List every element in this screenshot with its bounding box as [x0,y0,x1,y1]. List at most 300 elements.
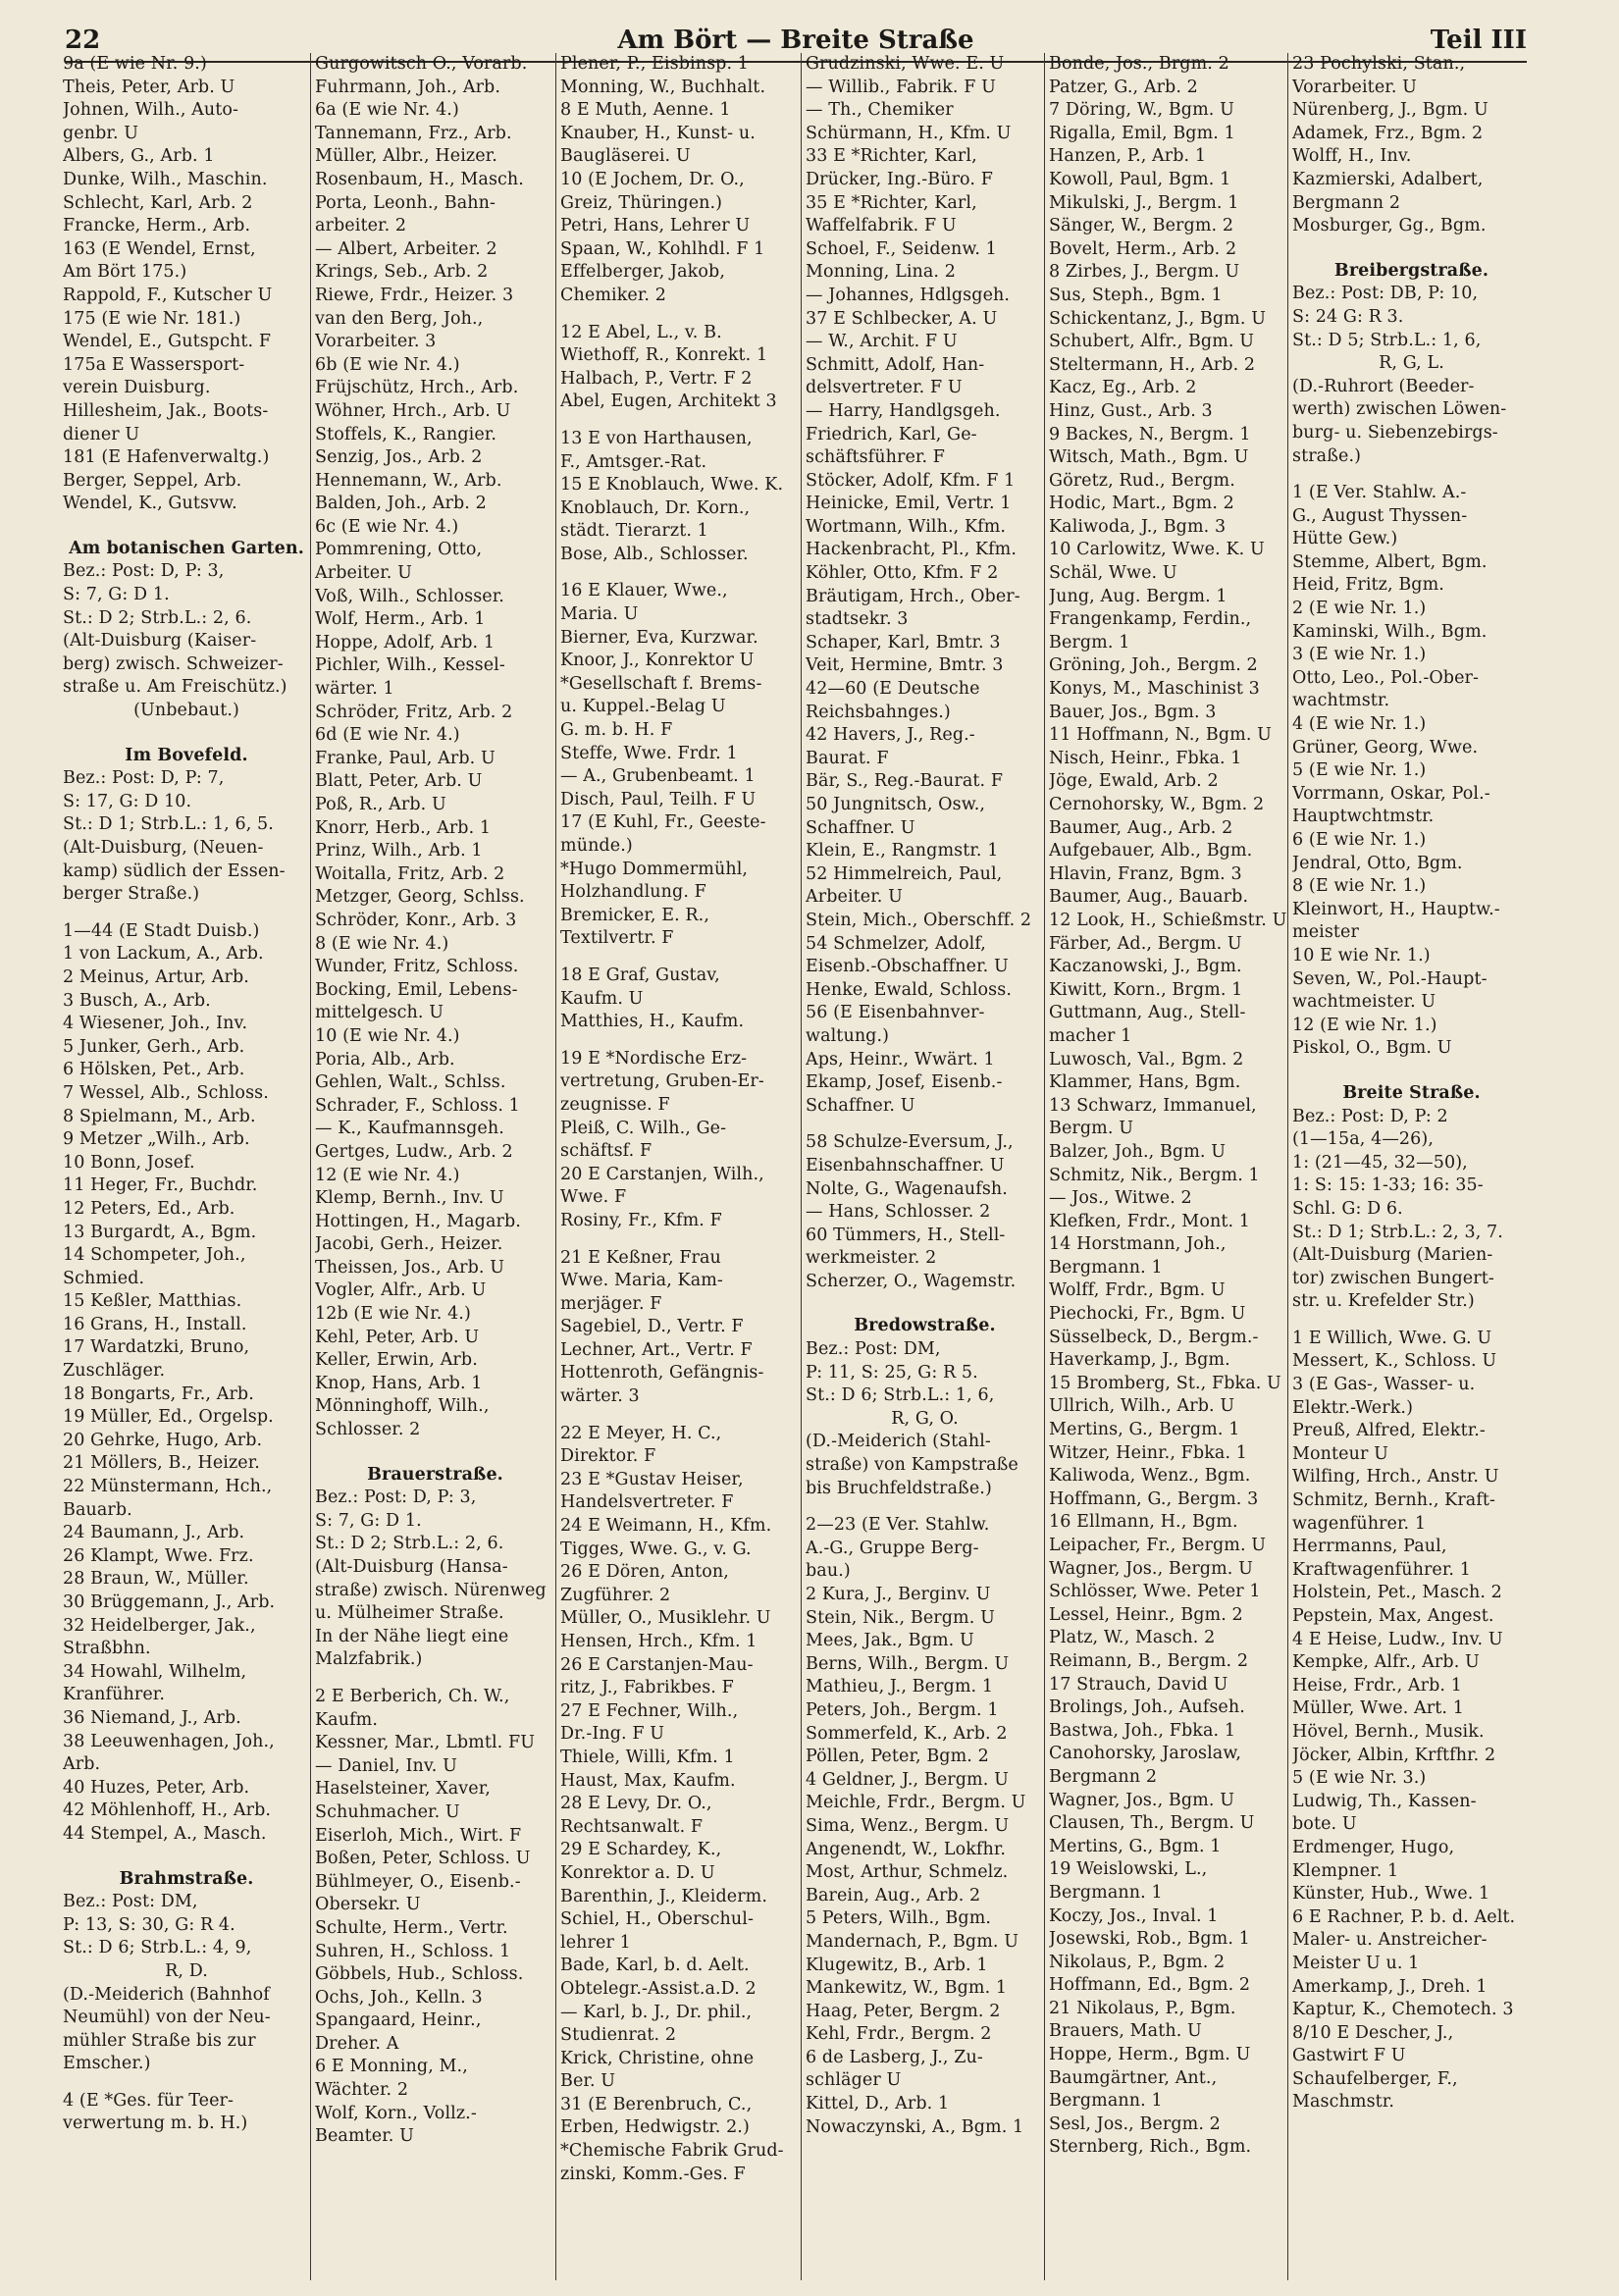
entry-line: Malzfabrik.) [315,1649,423,1670]
entry-line: städt. Tierarzt. 1 [560,521,708,542]
entry-line: Schmied. [63,1268,145,1288]
entry-line: 5 Peters, Wilh., Bgm. [806,1908,992,1929]
entry-line: 54 Schmelzer, Adolf, [806,933,986,954]
spacer [560,566,801,580]
entry-line: 12 Look, H., Schießmstr. U [1049,910,1287,930]
street-heading: Bredowstraße. [854,1316,996,1336]
entry-line: Frangenkamp, Ferdin., [1049,609,1252,630]
entry-line: Bastwa, Joh., Fbka. 1 [1049,1720,1236,1741]
entry-line: 30 Brüggemann, J., Arb. [63,1592,276,1612]
spacer [1292,1314,1531,1328]
entry-line: Reimann, B., Bergm. 2 [1049,1650,1249,1671]
entry-line: mühler Straße bis zur [63,2030,256,2051]
entry-line: 1: S: 15: 1-33; 16: 35- [1292,1175,1484,1196]
entry-line: bis Bruchfeldstraße.) [806,1478,992,1498]
running-title: Am Bört — Breite Straße [617,26,974,55]
entry-line: Neumühl) von der Neu- [63,2008,271,2028]
entry-line: werkmeister. 2 [806,1248,937,1269]
entry-line: Kleinwort, H., Hauptw.- [1292,899,1500,919]
entry-line: Wagner, Jos., Bergm. U [1049,1558,1253,1579]
entry-line: Eiserloh, Mich., Wirt. F [315,1825,522,1846]
entry-line: Messert, K., Schloss. U [1292,1351,1497,1372]
entry-line: Erben, Hedwigstr. 2.) [560,2117,750,2138]
entry-line: Mönninghoff, Wilh., [315,1396,490,1417]
entry-line: Rappold, F., Kutscher U [63,285,273,305]
entry-line: merjäger. F [560,1293,662,1314]
entry-line: Sima, Wenz., Bergm. U [806,1815,1010,1836]
entry-line: Schubert, Alfr., Bgm. U [1049,332,1255,352]
entry-line: Bez.: Post: DB, P: 10, [1292,284,1479,304]
entry-line: (Alt-Duisburg (Kaiser- [63,631,257,652]
spacer [63,723,310,737]
entry-line: Rigalla, Emil, Bgm. 1 [1049,123,1235,143]
entry-line: Schlecht, Karl, Arb. 2 [63,192,253,213]
entry-line: Hottingen, H., Magarb. [315,1211,521,1231]
entry-line: 16 E Klauer, Wwe., [560,581,728,601]
entry-line: Senzig, Jos., Arb. 2 [315,447,483,468]
entry-line: Halbach, P., Vertr. F 2 [560,368,753,389]
entry-line: 7 Döring, W., Bgm. U [1049,100,1234,121]
entry-line: bote. U [1292,1814,1357,1835]
entry-line: (Alt-Duisburg (Marien- [1292,1245,1493,1266]
entry-line: Mandernach, P., Bgm. U [806,1931,1019,1952]
entry-line: Göretz, Rud., Bergm. [1049,470,1235,491]
entry-line: Handelsvertreter. F [560,1492,734,1513]
entry-line: 6b (E wie Nr. 4.) [315,354,460,375]
entry-line: 1 von Lackum, A., Arb. [63,944,264,965]
entry-line: Kehl, Peter, Arb. U [315,1327,480,1347]
entry-line: Stemme, Albert, Bgm. [1292,551,1488,572]
entry-line: 58 Schulze-Eversum, J., [806,1132,1014,1153]
entry-line: Klefken, Frdr., Mont. 1 [1049,1211,1251,1231]
entry-line: Adamek, Frz., Bgm. 2 [1292,123,1484,143]
entry-line: 37 E Schlbecker, A. U [806,308,998,329]
entry-line: Direktor. F [560,1446,656,1467]
entry-line: 60 Tümmers, H., Stell- [806,1225,1006,1245]
entry-line: verein Duisburg. [63,378,211,398]
entry-line: straße.) [1292,445,1362,466]
entry-line: wagenführer. 1 [1292,1513,1427,1534]
entry-line: Jacobi, Gerh., Heizer. [315,1234,503,1255]
entry-line: 9 Metzer „Wilh., Arb. [63,1129,250,1150]
entry-line: Hensen, Hrch., Kfm. 1 [560,1632,757,1651]
entry-line: Schmitz, Bernh., Kraft- [1292,1490,1496,1511]
entry-line: 17 Strauch, David U [1049,1674,1228,1695]
entry-line: — A., Grubenbeamt. 1 [560,766,756,787]
entry-line: verwertung m. b. H.) [63,2113,248,2134]
entry-line: straße u. Am Freischütz.) [63,677,287,698]
entry-line: 6a (E wie Nr. 4.) [315,100,459,121]
entry-line: Köhler, Otto, Kfm. F 2 [806,563,999,584]
entry-line: Obtelegr.-Assist.a.D. 2 [560,1978,757,1999]
entry-line: Dreher. A [315,2033,399,2054]
entry-line: 19 Weislowski, L., [1049,1859,1208,1880]
entry-line: 4 (E wie Nr. 1.) [1292,714,1427,735]
entry-line: Hoffmann, Ed., Bgm. 2 [1049,1975,1251,1996]
entry-line: Kacz, Eg., Arb. 2 [1049,378,1197,398]
entry-line: P: 11, S: 25, G: R 5. [806,1362,978,1383]
entry-line: Heise, Frdr., Arb. 1 [1292,1675,1462,1696]
entry-line: straße) von Kampstraße [806,1455,1018,1476]
entry-line: 1 (E Ver. Stahlw. A.- [1292,483,1467,503]
entry-line: Sagebiel, D., Vertr. F [560,1317,744,1337]
entry-line: Wöhner, Hrch., Arb. U [315,400,511,421]
entry-line: 6d (E wie Nr. 4.) [315,725,460,746]
entry-line: Rosiny, Fr., Kfm. F [560,1210,722,1230]
entry-line: A.-G., Gruppe Berg- [806,1538,979,1558]
entry-line: münde.) [560,836,633,856]
entry-line: 2 Kura, J., Berginv. U [806,1585,991,1604]
entry-line: 14 Horstmann, Joh., [1049,1234,1227,1255]
entry-line: Balden, Joh., Arb. 2 [315,494,487,514]
entry-line: Konys, M., Maschinist 3 [1049,679,1260,700]
page-number: 22 [65,26,101,55]
entry-line: 36 Niemand, J., Arb. [63,1707,241,1728]
entry-line: Sus, Steph., Bgm. 1 [1049,285,1223,305]
entry-line: straße) zwisch. Nürenweg [315,1580,547,1600]
entry-line: S: 24 G: R 3. [1292,306,1404,327]
entry-line: Maler- u. Anstreicher- [1292,1930,1488,1951]
entry-line: Schäl, Wwe. U [1049,563,1177,584]
entry-line: Pepstein, Max, Angest. [1292,1606,1494,1626]
entry-line: St.: D 1; Strb.L.: 2, 3, 7. [1292,1222,1503,1242]
entry-line: Abel, Eugen, Architekt 3 [560,391,777,412]
entry-line: Albers, G., Arb. 1 [63,146,215,167]
entry-line: Haag, Peter, Bergm. 2 [806,2001,1001,2021]
entry-line: Nürenberg, J., Bgm. U [1292,100,1488,121]
entry-line: Obersekr. U [315,1895,421,1915]
entry-line: Kittel, D., Arb. 1 [806,2094,950,2114]
entry-line: Knorr, Herb., Arb. 1 [315,817,492,838]
entry-line: Seven, W., Pol.-Haupt- [1292,968,1488,989]
entry-line: Chemiker. 2 [560,285,666,305]
entry-line: 31 (E Berenbruch, C., [560,2094,753,2114]
entry-line: Mees, Jak., Bgm. U [806,1631,974,1651]
entry-line: 8 Zirbes, J., Bergm. U [1049,262,1240,283]
entry-line: Bocking, Emil, Lebens- [315,979,518,1000]
entry-line: Studienrat. 2 [560,2025,677,2046]
entry-line: Kaczanowski, J., Bgm. [1049,957,1242,977]
entry-line: 4 (E *Ges. für Teer- [63,2090,235,2111]
entry-line: 26 Klampt, Wwe. Frz. [63,1545,254,1566]
entry-line: Luwosch, Val., Bgm. 2 [1049,1049,1244,1070]
entry-line: Jöge, Ewald, Arb. 2 [1049,771,1219,792]
entry-line: Sommerfeld, K., Arb. 2 [806,1723,1008,1744]
entry-line: Straßbhn. [63,1639,151,1659]
entry-line: Baumer, Aug., Arb. 2 [1049,817,1233,838]
entry-line: Kehl, Frdr., Bergm. 2 [806,2024,992,2045]
entry-line: Eisenbahnschaffner. U [806,1155,1005,1175]
spacer [1292,468,1531,482]
entry-line: Stöcker, Adolf, Kfm. F 1 [806,470,1016,491]
entry-line: Poß, R., Arb. U [315,795,446,814]
entry-line: Heid, Fritz, Bgm. [1292,575,1444,596]
spacer [560,1034,801,1048]
entry-line: Aps, Heinr., Wwärt. 1 [806,1049,995,1070]
entry-line: 175 (E wie Nr. 181.) [63,308,241,329]
entry-line: Vorrmann, Oskar, Pol.- [1292,783,1490,804]
entry-line: Kazmierski, Adalbert, [1292,169,1484,189]
entry-line: Bergmann. 1 [1049,1882,1163,1903]
entry-line: (Unbebaut.) [133,701,239,721]
entry-line: — W., Archit. F U [806,332,958,352]
entry-line: 10 Bonn, Josef. [63,1152,195,1173]
entry-line: Theissen, Jos., Arb. U [315,1257,505,1278]
entry-line: 42—60 (E Deutsche [806,679,980,700]
entry-line: schäftsf. F [560,1141,653,1162]
entry-line: Wagner, Jos., Bgm. U [1049,1790,1235,1810]
entry-line: Hlavin, Franz, Bgm. 3 [1049,863,1242,884]
entry-line: S: 7, G: D 1. [315,1510,422,1531]
entry-line: Bez.: Post: DM, [806,1339,941,1360]
entry-line: — Willib., Fabrik. F U [806,77,996,97]
entry-line: Aufgebauer, Alb., Bgm. [1049,841,1253,861]
entry-line: Stoffels, K., Rangier. [315,424,496,444]
entry-line: Nikolaus, P., Bgm. 2 [1049,1952,1226,1972]
column-3 [555,53,801,2280]
entry-line: Maschmstr. [1292,2092,1395,2113]
entry-line: Drücker, Ing.-Büro. F [806,169,993,189]
entry-line: Schrader, F., Schloss. 1 [315,1095,520,1116]
entry-line: St.: D 5; Strb.L.: 1, 6, [1292,330,1482,350]
entry-line: Greiz, Thüringen.) [560,192,723,213]
entry-line: G., August Thyssen- [1292,505,1468,526]
entry-line: Bergm. 1 [1049,632,1130,652]
entry-line: 15 Keßler, Matthias. [63,1291,242,1312]
entry-line: Steffe, Wwe. Frdr. 1 [560,743,738,763]
entry-line: Herrmanns, Paul, [1292,1537,1447,1557]
entry-line: 11 Hoffmann, N., Bgm. U [1049,725,1272,746]
entry-line: — Daniel, Inv. U [315,1755,457,1776]
entry-line: Hillesheim, Jak., Boots- [63,400,269,421]
entry-line: — Karl, b. J., Dr. phil., [560,2002,753,2022]
entry-line: Johnen, Wilh., Auto- [63,100,239,121]
entry-line: Fuhrmann, Joh., Arb. [315,77,501,97]
entry-line: Riewe, Frdr., Heizer. 3 [315,285,514,305]
entry-line: Wunder, Fritz, Schloss. [315,957,519,977]
entry-line: Patzer, G., Arb. 2 [1049,77,1198,97]
entry-line: (D.-Meiderich (Bahnhof [63,1984,270,2005]
entry-line: Erdmenger, Hugo, [1292,1837,1455,1857]
entry-line: 38 Leeuwenhagen, Joh., [63,1731,275,1751]
entry-line: 16 Grans, H., Install. [63,1314,247,1334]
street-heading: Breibergstraße. [1333,260,1489,281]
entry-line: (1—15a, 4—26), [1292,1129,1434,1150]
entry-line: Poria, Alb., Arb. [315,1049,455,1070]
entry-line: 40 Huzes, Peter, Arb. [63,1777,250,1798]
spacer [1292,1061,1531,1074]
entry-line: Krick, Christine, ohne [560,2048,755,2068]
entry-line: Baumgärtner, Ant., [1049,2067,1218,2088]
entry-line: — Hans, Schlosser. 2 [806,1202,991,1223]
entry-line: arbeiter. 2 [315,216,407,236]
entry-line: 12b (E wie Nr. 4.) [315,1304,471,1325]
entry-line: 163 (E Wendel, Ernst, [63,238,256,259]
entry-line: Mertins, G., Bergm. 1 [1049,1420,1240,1440]
entry-line: 10 (E wie Nr. 4.) [315,1025,460,1046]
entry-line: Schaper, Karl, Bmtr. 3 [806,632,1001,652]
entry-line: 13 Burgardt, A., Bgm. [63,1222,257,1242]
entry-line: u. Kuppel.-Belag U [560,697,726,717]
spacer [806,1118,1044,1131]
entry-line: Petri, Hans, Lehrer U [560,216,751,236]
entry-line: Otto, Leo., Pol.-Ober- [1292,667,1480,688]
spacer [560,951,801,965]
entry-line: Hottenroth, Gefängnis- [560,1363,764,1383]
spacer [560,1409,801,1423]
entry-line: Arb. [63,1754,101,1775]
entry-line: Knauber, H., Kunst- u. [560,123,756,143]
entry-line: (D.-Meiderich (Stahl- [806,1432,991,1452]
entry-line: Canohorsky, Jaroslaw, [1049,1744,1242,1764]
entry-line: 6c (E wie Nr. 4.) [315,516,459,537]
spacer [315,1672,555,1686]
entry-line: Suhren, H., Schloss. 1 [315,1941,511,1961]
entry-line: 175a E Wassersport- [63,354,245,375]
entry-line: 12 E Abel, L., v. B. [560,322,722,342]
entry-line: Disch, Paul, Teilh. F U [560,789,757,809]
entry-line: Pommrening, Otto, [315,540,483,560]
entry-line: Friedrich, Karl, Ge- [806,424,977,444]
entry-line: Gertges, Ludw., Arb. 2 [315,1141,513,1162]
entry-line: Hövel, Bernh., Musik. [1292,1721,1485,1742]
entry-line: wärter. 1 [315,679,394,700]
entry-line: Jendral, Otto, Bgm. [1292,853,1463,873]
entry-line: Früjschütz, Hrch., Arb. [315,378,519,398]
entry-line: Grüner, Georg, Wwe. [1292,737,1479,757]
entry-line: Klugewitz, B., Arb. 1 [806,1955,988,1975]
entry-line: Kaminski, Wilh., Bgm. [1292,621,1488,642]
entry-line: 2—23 (E Ver. Stahlw. [806,1515,990,1536]
entry-line: schäftsführer. F [806,447,946,468]
entry-line: 2 (E wie Nr. 1.) [1292,599,1427,619]
entry-line: Spangaard, Heinr., [315,2010,482,2031]
entry-line: Mosburger, Gg., Bgm. [1292,216,1487,236]
entry-line: 27 E Fechner, Wilh., [560,1700,739,1721]
entry-line: Berger, Seppel, Arb. [63,470,242,491]
entry-line: Jung, Aug. Bergm. 1 [1049,586,1227,606]
entry-line: Piskol, O., Bgm. U [1292,1038,1452,1059]
entry-line: Reichsbahnges.) [806,702,951,722]
entry-line: Wolf, Korn., Vollz.- [315,2103,477,2123]
entry-line: Schaffner. U [806,817,915,838]
entry-line: Voß, Wilh., Schlosser. [315,586,504,606]
street-heading: Brahmstraße. [119,1868,254,1889]
part-label: Teil III [1430,26,1527,55]
entry-line: Wiethoff, R., Konrekt. 1 [560,345,768,366]
entry-line: Vogler, Alfr., Arb. U [315,1280,487,1301]
entry-line: 5 (E wie Nr. 1.) [1292,760,1427,781]
entry-line: str. u. Krefelder Str.) [1292,1291,1475,1312]
entry-line: vertretung, Gruben-Er- [560,1071,764,1092]
entry-line: Bovelt, Herm., Arb. 2 [1049,238,1237,259]
entry-line: Veit, Hermine, Bmtr. 3 [806,655,1004,676]
entry-line: *Hugo Dommermühl, [560,859,749,879]
entry-line: 6 Hölsken, Pet., Arb. [63,1060,245,1080]
entry-line: 4 Wiesener, Joh., Inv. [63,1014,248,1034]
entry-line: 42 Havers, J., Reg.- [806,725,975,746]
entry-line: Wendel, K., Gutsvw. [63,494,237,514]
entry-line: Kowoll, Paul, Bgm. 1 [1049,169,1231,189]
entry-line: 8 (E wie Nr. 4.) [315,933,449,954]
entry-line: 5 Junker, Gerh., Arb. [63,1036,245,1057]
entry-line: 50 Jungnitsch, Osw., [806,795,986,814]
entry-line: Sternberg, Rich., Bgm. [1049,2137,1252,2158]
entry-line: 15 Bromberg, St., Fbka. U [1049,1373,1281,1393]
entry-line: Koczy, Jos., Inval. 1 [1049,1905,1219,1926]
entry-line: Boßen, Peter, Schloss. U [315,1849,531,1869]
entry-line: Knop, Hans, Arb. 1 [315,1373,483,1393]
entry-line: Hennemann, W., Arb. [315,470,502,491]
street-heading: Breite Straße. [1342,1082,1481,1103]
entry-line: Metzger, Georg, Schlss. [315,887,525,908]
entry-line: tor) zwischen Bungert- [1292,1268,1494,1288]
entry-line: stadtsekr. 3 [806,609,909,630]
column-5 [1044,53,1287,2280]
entry-line: 2 Meinus, Artur, Arb. [63,966,249,987]
entry-line: 1—44 (E Stadt Duisb.) [63,920,260,941]
entry-line: Bär, S., Reg.-Baurat. F [806,771,1004,792]
entry-line: Plener, P., Eisbinsp. 1 [560,54,750,74]
entry-line: Preuß, Alfred, Elektr.- [1292,1421,1486,1441]
entry-line: 8 E Muth, Aenne. 1 [560,100,731,121]
entry-line: F., Amtsger.-Rat. [560,451,707,472]
entry-line: R, D. [165,1960,208,1981]
entry-line: Lechner, Art., Vertr. F [560,1339,753,1360]
entry-line: 42 Möhlenhoff, H., Arb. [63,1800,272,1821]
entry-line: Bez.: Post: D, P: 3, [63,561,225,582]
entry-line: Heinicke, Emil, Vertr. 1 [806,494,1012,514]
entry-line: 12 (E wie Nr. 1.) [1292,1015,1437,1035]
entry-line: 10 E wie Nr. 1.) [1292,945,1431,965]
spacer [315,1442,555,1456]
entry-line: Schröder, Konr., Arb. 3 [315,910,517,930]
column-2 [310,53,555,2280]
entry-line: Schl. G: D 6. [1292,1198,1403,1219]
entry-line: zeugnisse. F [560,1094,670,1115]
entry-line: Ochs, Joh., Kelln. 3 [315,1987,483,2008]
entry-line: 3 (E Gas-, Wasser- u. [1292,1375,1476,1395]
entry-line: Bergmann. 1 [1049,1257,1163,1278]
entry-line: Schulte, Herm., Vertr. [315,1917,508,1938]
entry-line: Schiel, H., Oberschul- [560,1909,754,1930]
entry-line: P: 13, S: 30, G: R 4. [63,1914,235,1935]
entry-line: St.: D 6; Strb.L.: 1, 6, [806,1385,995,1406]
entry-line: 22 Münstermann, Hch., [63,1477,273,1497]
entry-line: S: 17, G: D 10. [63,791,192,811]
column-4 [801,53,1044,2280]
entry-line: 8/10 E Descher, J., [1292,2022,1454,2043]
entry-line: Brauers, Math. U [1049,2021,1202,2042]
entry-line: 21 Möllers, B., Heizer. [63,1453,260,1474]
entry-line: Dunke, Wilh., Maschin. [63,169,268,189]
entry-line: diener U [63,424,140,444]
entry-line: Barein, Aug., Arb. 2 [806,1885,981,1905]
entry-line: 1 E Willich, Wwe. G. U [1292,1328,1492,1348]
street-heading: Am botanischen Garten. [69,538,304,558]
entry-line: Klempner. 1 [1292,1860,1399,1881]
entry-line: 18 E Graf, Gustav, [560,965,720,985]
entry-line: Thiele, Willi, Kfm. 1 [560,1747,735,1767]
entry-line: waltung.) [806,1025,890,1046]
entry-line: 5 (E wie Nr. 3.) [1292,1768,1427,1789]
entry-line: Spaan, W., Kohlhdl. F 1 [560,238,765,259]
entry-line: Wwe. F [560,1187,627,1208]
entry-line: 4 E Heise, Ludw., Inv. U [1292,1629,1503,1649]
entry-line: Francke, Herm., Arb. [63,216,251,236]
entry-line: Jöcker, Albin, Krftfhr. 2 [1292,1745,1496,1765]
entry-line: 21 Nikolaus, P., Bgm. [1049,1998,1236,2018]
